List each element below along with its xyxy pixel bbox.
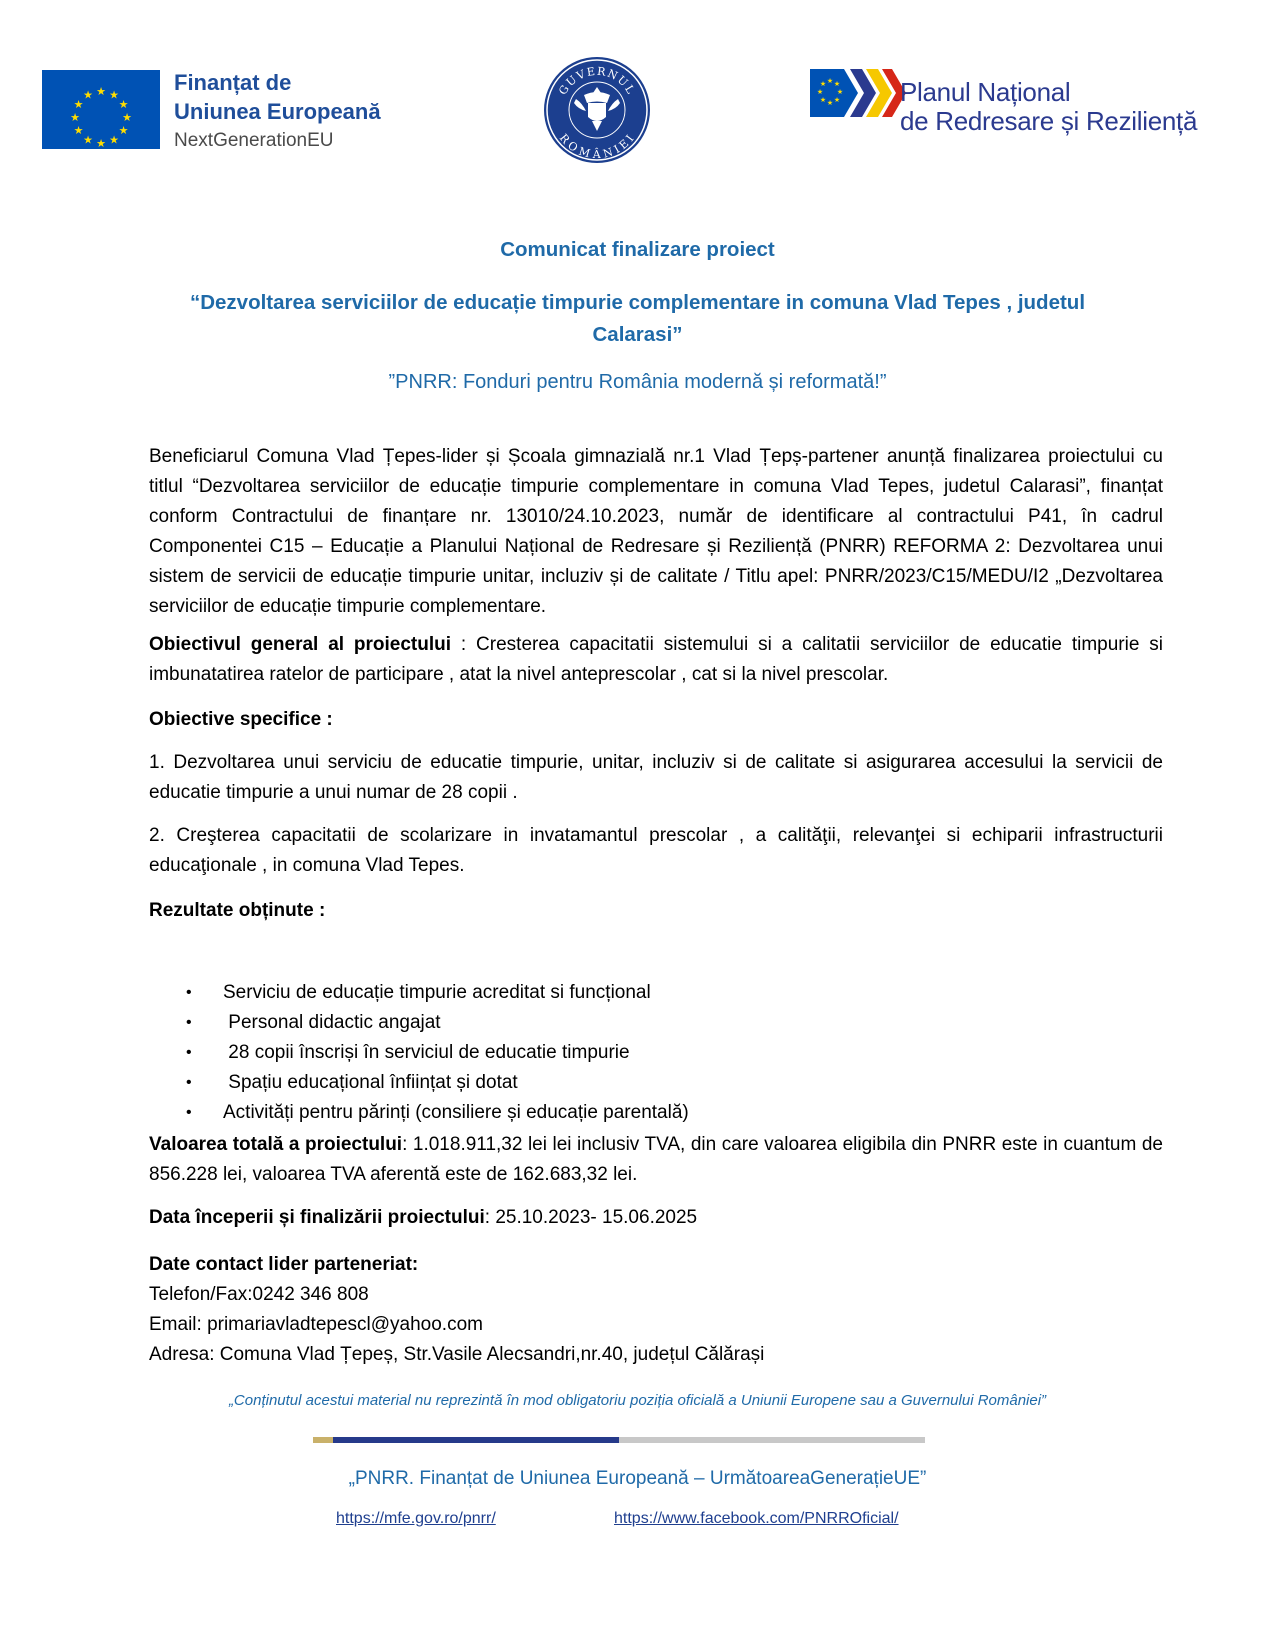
seal-top-text: GUVERNUL bbox=[556, 64, 638, 98]
svg-text:★: ★ bbox=[83, 133, 93, 147]
eu-logo-line2: Uniunea Europeană bbox=[174, 99, 381, 124]
contact-label: Date contact lider parteneriat: bbox=[149, 1254, 419, 1275]
specific-objective-2: 2. Creşterea capacitatii de scolarizare in invatamantul prescolar , a calităţii, relevanţei si echiparii infrastructurii educaţionale , in comuna Vlad Tepes. bbox=[149, 825, 1163, 876]
results-list bbox=[186, 978, 689, 1128]
intro-paragraph: Beneficiarul Comuna Vlad Țepes-lider și Școala gimnazială nr.1 Vlad Țepș-partener anunță finalizarea proiectului cu titlul “Dezvoltarea serviciilor de educație timpurie complementare in comuna Vlad Tepes, judetul Calarasi”, finanțat conform Contractului de finanțare nr. 13010/24.10.2023, număr de identificare al contractului P41, în cadrul Componentei C15 – Educație a Planului Național de Redresare și Reziliență (PNRR) REFORMA 2: Dezvoltarea unui sistem de servicii de educație timpurie unitar, incluziv și de calitate / Titlu apel: PNRR/2023/C15/MEDU/I2 „Dezvoltarea serviciilor de educație timpurie complementare. bbox=[149, 446, 1163, 617]
pnrr-chevron-flag-icon bbox=[810, 66, 910, 120]
eu-flag-icon bbox=[42, 70, 160, 149]
bullet-icon: • bbox=[186, 1104, 192, 1121]
specific-objective-1: 1. Dezvoltarea unui serviciu de educatie timpurie, unitar, incluziv si de calitate si asigurarea accesului la servicii de educatie timpurie a unui numar de 28 copii . bbox=[149, 752, 1163, 803]
svg-text:★: ★ bbox=[819, 80, 827, 88]
footer-divider bbox=[313, 1437, 925, 1443]
result-text: Spațiu educațional înființat și dotat bbox=[223, 1072, 518, 1093]
list-item bbox=[186, 1098, 689, 1128]
project-dates-label: Data începerii și finalizării proiectului bbox=[149, 1207, 485, 1228]
specific-objectives-label: Obiective specifice : bbox=[149, 709, 333, 730]
eu-logo-line1: Finanțat de bbox=[174, 70, 292, 95]
pnrr-facebook-link[interactable]: https://www.facebook.com/PNRROficial/ bbox=[614, 1510, 899, 1527]
bullet-icon: • bbox=[186, 1044, 192, 1061]
project-title-line2: Calarasi” bbox=[592, 323, 683, 346]
contact-phone: Telefon/Fax:0242 346 808 bbox=[149, 1284, 369, 1305]
bullet-icon: • bbox=[186, 984, 192, 1001]
list-item bbox=[186, 1038, 689, 1068]
list-item bbox=[186, 1008, 689, 1038]
list-item bbox=[186, 978, 689, 1008]
list-item bbox=[186, 1068, 689, 1098]
svg-text:★: ★ bbox=[109, 88, 119, 102]
svg-text:★: ★ bbox=[73, 98, 84, 111]
general-objective-label: Obiectivul general al proiectului bbox=[149, 634, 452, 655]
svg-text:★: ★ bbox=[833, 80, 841, 88]
general-objective-paragraph bbox=[149, 630, 1163, 690]
bullet-icon: • bbox=[186, 1074, 192, 1091]
general-objective-text: : Cresterea capacitatii sistemului si a calitatii serviciilor de educatie timpurie si imbunatatirea ratelor de participare , atat la nivel anteprescolar , cat si la nivel prescolar. bbox=[149, 634, 1163, 685]
footer-slogan: „PNRR. Finanțat de Uniunea Europeană – UrmătoareaGenerațieUE” bbox=[348, 1468, 927, 1489]
contact-block bbox=[149, 1250, 1163, 1370]
svg-text:★: ★ bbox=[826, 77, 834, 85]
pnrr-logo-line2: de Redresare și Reziliență bbox=[900, 106, 1198, 136]
eu-disclaimer: „Conținutul acestui material nu reprezintă în mod obligatoriu poziția oficială a Uniunii Europene sau a Guvernului României” bbox=[228, 1392, 1047, 1409]
results-label: Rezultate obținute : bbox=[149, 900, 326, 921]
svg-text:★: ★ bbox=[83, 88, 93, 102]
svg-text:★: ★ bbox=[73, 124, 84, 137]
contact-email: Email: primariavladtepescl@yahoo.com bbox=[149, 1314, 483, 1335]
svg-text:★: ★ bbox=[70, 111, 80, 124]
svg-text:★: ★ bbox=[122, 111, 132, 124]
eu-logo-line3: NextGenerationEU bbox=[174, 130, 334, 151]
pnrr-slogan: ”PNRR: Fonduri pentru România modernă și reformată!” bbox=[388, 371, 887, 393]
project-value-paragraph bbox=[149, 1130, 1163, 1190]
pnrr-logo-line1: Planul Național bbox=[900, 77, 1071, 107]
project-title bbox=[130, 287, 1145, 351]
svg-text:★: ★ bbox=[118, 98, 129, 111]
svg-text:★: ★ bbox=[96, 137, 106, 149]
svg-text:★: ★ bbox=[826, 99, 834, 107]
seal-bottom-text: ROMÂNIEI bbox=[556, 131, 638, 162]
result-text: Personal didactic angajat bbox=[223, 1012, 441, 1033]
project-dates-paragraph bbox=[149, 1203, 1163, 1233]
contact-address: Adresa: Comuna Vlad Țepeș, Str.Vasile Alecsandri,nr.40, județul Călărași bbox=[149, 1344, 765, 1365]
svg-text:★: ★ bbox=[96, 85, 106, 98]
result-text: 28 copii înscriși în serviciul de educatie timpurie bbox=[223, 1042, 630, 1063]
project-dates-text: : 25.10.2023- 15.06.2025 bbox=[484, 1207, 698, 1228]
pnrr-logo bbox=[810, 66, 1197, 136]
svg-text:★: ★ bbox=[836, 88, 844, 96]
bullet-icon: • bbox=[186, 1014, 192, 1031]
project-value-text: : 1.018.911,32 lei lei inclusiv TVA, din care valoarea eligibila din PNRR este in cuantum de 856.228 lei, valoarea TVA aferentă este de 162.683,32 lei. bbox=[149, 1134, 1163, 1185]
project-title-line1: “Dezvoltarea serviciilor de educație timpurie complementare in comuna Vlad Tepes , judetul bbox=[189, 291, 1086, 314]
svg-text:★: ★ bbox=[819, 96, 827, 104]
result-text: Serviciu de educație timpurie acreditat si funcțional bbox=[223, 982, 651, 1003]
svg-text:★: ★ bbox=[118, 124, 129, 137]
svg-text:★: ★ bbox=[109, 133, 119, 147]
result-text: Activități pentru părinți (consiliere și educație parentală) bbox=[223, 1102, 689, 1123]
svg-text:★: ★ bbox=[833, 96, 841, 104]
eu-funding-logo bbox=[42, 70, 381, 156]
government-seal-logo bbox=[542, 55, 652, 165]
project-value-label: Valoarea totală a proiectului bbox=[149, 1134, 403, 1155]
document-heading: Comunicat finalizare proiect bbox=[500, 238, 775, 261]
svg-text:★: ★ bbox=[816, 88, 824, 96]
pnrr-website-link[interactable]: https://mfe.gov.ro/pnrr/ bbox=[336, 1510, 496, 1527]
